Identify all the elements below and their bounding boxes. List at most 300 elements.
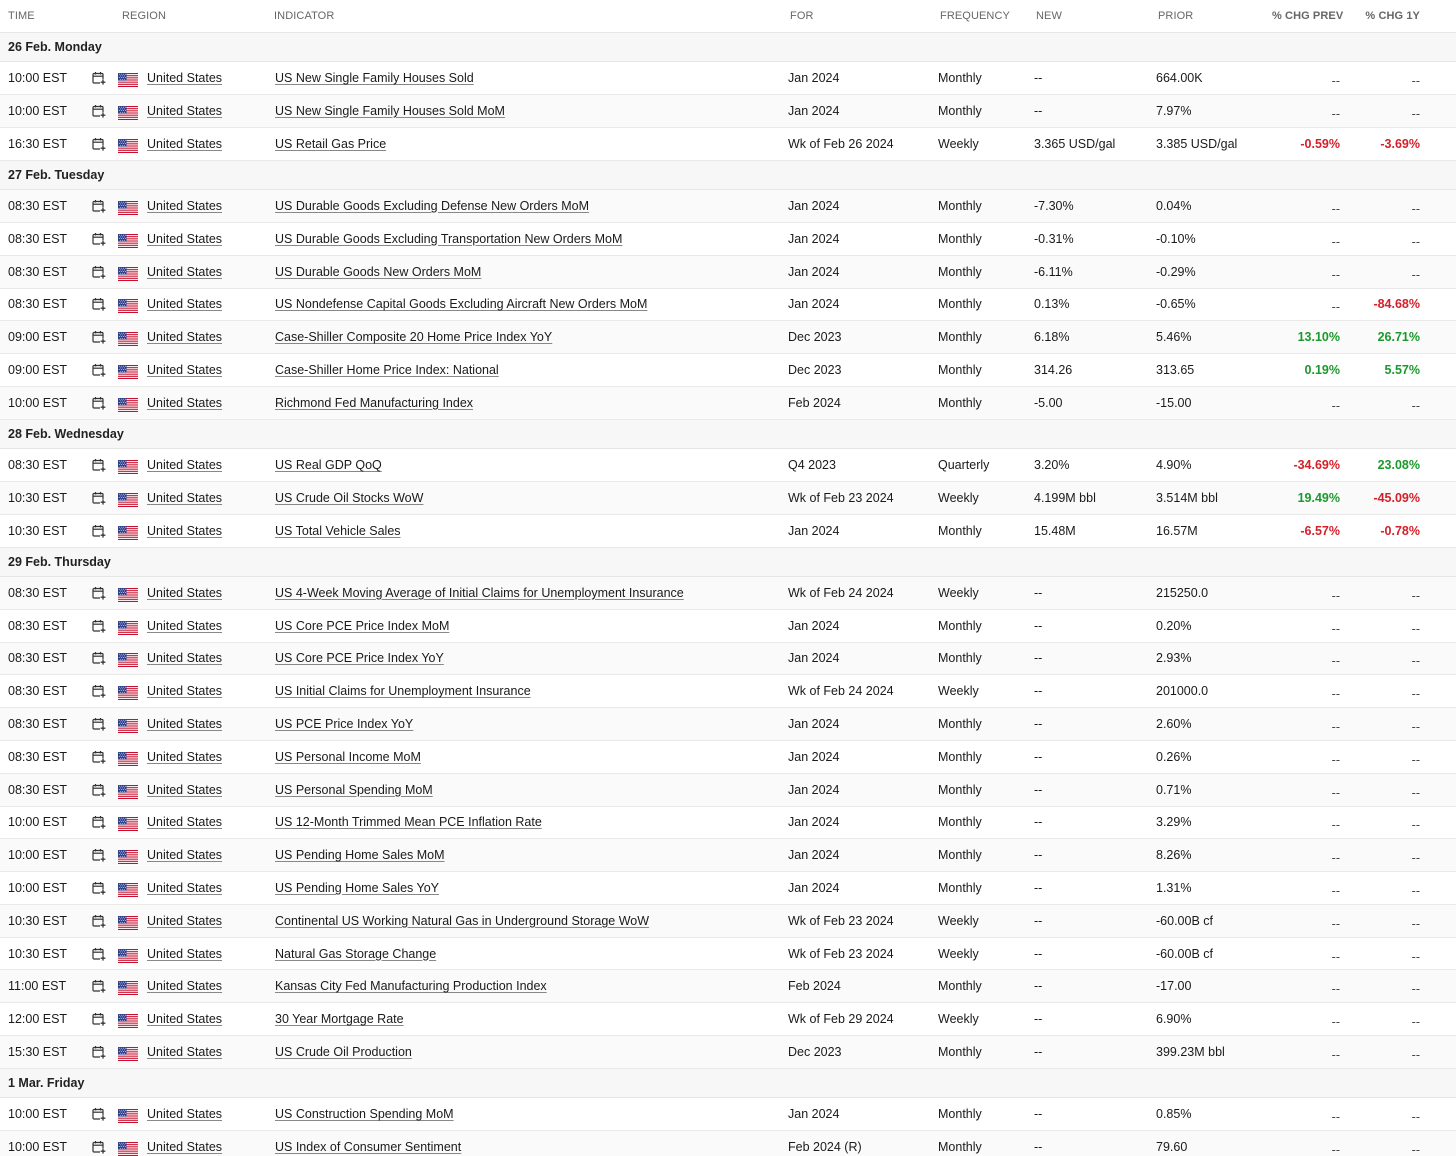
us-flag-icon bbox=[118, 460, 138, 474]
region-cell bbox=[114, 977, 266, 995]
table-row bbox=[0, 741, 1456, 774]
col-header-for: FOR bbox=[790, 10, 814, 22]
indicator-link[interactable]: US Nondefense Capital Goods Excluding Aircraft New Orders MoM bbox=[275, 297, 648, 312]
chg-prev-value: -- bbox=[1331, 1110, 1340, 1125]
add-to-calendar-button[interactable] bbox=[80, 783, 114, 797]
event-time: 10:00 EST bbox=[8, 1139, 68, 1154]
add-to-calendar-button[interactable] bbox=[80, 881, 114, 895]
us-flag-icon bbox=[118, 365, 138, 379]
calendar-add-icon[interactable] bbox=[92, 815, 106, 829]
frequency: Weekly bbox=[938, 490, 979, 505]
chg-1y-value: -- bbox=[1411, 234, 1420, 249]
period-for: Jan 2024 bbox=[788, 651, 840, 666]
day-label: 27 Feb. Tuesday bbox=[8, 167, 105, 182]
table-row bbox=[0, 774, 1456, 807]
region-link[interactable]: United States bbox=[147, 585, 223, 600]
prior-value: 7.97% bbox=[1156, 104, 1192, 119]
day-label: 1 Mar. Friday bbox=[8, 1076, 85, 1091]
region-link[interactable]: United States bbox=[147, 651, 223, 666]
prior-value: 664.00K bbox=[1156, 71, 1203, 86]
frequency: Quarterly bbox=[938, 458, 990, 473]
indicator-link[interactable]: US 4-Week Moving Average of Initial Claims for Unemployment Insurance bbox=[275, 585, 684, 600]
chg-prev-value: 13.10% bbox=[1297, 330, 1340, 345]
region-link[interactable]: United States bbox=[147, 979, 223, 994]
add-to-calendar-button[interactable] bbox=[80, 232, 114, 246]
table-row bbox=[0, 1098, 1456, 1131]
us-flag-icon bbox=[118, 201, 138, 215]
chg-1y-value: -- bbox=[1411, 687, 1420, 702]
calendar-add-icon[interactable] bbox=[92, 71, 106, 85]
calendar-add-icon[interactable] bbox=[92, 651, 106, 665]
chg-prev-value: -- bbox=[1331, 1015, 1340, 1030]
indicator-link[interactable]: US Core PCE Price Index YoY bbox=[275, 651, 444, 666]
prior-value: 0.71% bbox=[1156, 782, 1192, 797]
day-label: 29 Feb. Thursday bbox=[8, 554, 111, 569]
add-to-calendar-button[interactable] bbox=[80, 750, 114, 764]
event-time: 08:30 EST bbox=[8, 458, 68, 473]
period-for: Jan 2024 bbox=[788, 231, 840, 246]
period-for: Wk of Feb 23 2024 bbox=[788, 490, 894, 505]
add-to-calendar-button[interactable] bbox=[80, 396, 114, 410]
col-header-prior: PRIOR bbox=[1158, 10, 1194, 22]
calendar-add-icon[interactable] bbox=[92, 1140, 106, 1154]
table-row bbox=[0, 387, 1456, 420]
period-for: Dec 2023 bbox=[788, 1044, 842, 1059]
event-time: 10:30 EST bbox=[8, 490, 68, 505]
us-flag-icon bbox=[118, 981, 138, 995]
event-time: 08:30 EST bbox=[8, 618, 68, 633]
calendar-add-icon[interactable] bbox=[92, 979, 106, 993]
indicator-link[interactable]: US Index of Consumer Sentiment bbox=[275, 1139, 462, 1154]
period-for: Feb 2024 (R) bbox=[788, 1139, 862, 1154]
region-cell bbox=[114, 748, 266, 766]
us-flag-icon bbox=[118, 234, 138, 248]
table-row bbox=[0, 256, 1456, 289]
calendar-add-icon[interactable] bbox=[92, 232, 106, 246]
indicator-cell bbox=[266, 1045, 782, 1059]
add-to-calendar-button[interactable] bbox=[80, 1045, 114, 1059]
add-to-calendar-button[interactable] bbox=[80, 1140, 114, 1154]
calendar-add-icon[interactable] bbox=[92, 524, 106, 538]
region-link[interactable]: United States bbox=[147, 1012, 223, 1027]
frequency: Monthly bbox=[938, 297, 982, 312]
indicator-cell bbox=[266, 586, 782, 600]
period-for: Wk of Feb 23 2024 bbox=[788, 946, 894, 961]
region-cell bbox=[114, 584, 266, 602]
add-to-calendar-button[interactable] bbox=[80, 1012, 114, 1026]
prior-value: 6.90% bbox=[1156, 1012, 1192, 1027]
frequency: Monthly bbox=[938, 717, 982, 731]
prior-value: 0.20% bbox=[1156, 618, 1192, 633]
region-link[interactable]: United States bbox=[147, 231, 223, 246]
add-to-calendar-button[interactable] bbox=[80, 947, 114, 961]
event-time: 08:30 EST bbox=[8, 199, 68, 214]
add-to-calendar-button[interactable] bbox=[80, 717, 114, 731]
calendar-add-icon[interactable] bbox=[92, 491, 106, 505]
region-cell bbox=[114, 69, 266, 87]
calendar-add-icon[interactable] bbox=[92, 750, 106, 764]
region-cell bbox=[114, 456, 266, 474]
region-link[interactable]: United States bbox=[147, 880, 223, 895]
new-value: -- bbox=[1034, 585, 1043, 600]
table-row bbox=[0, 482, 1456, 515]
chg-prev-value: -- bbox=[1331, 1047, 1340, 1062]
chg-1y-value: -- bbox=[1411, 107, 1420, 122]
event-time: 10:00 EST bbox=[8, 848, 68, 863]
region-link[interactable]: United States bbox=[147, 848, 223, 863]
col-header-new: NEW bbox=[1036, 10, 1062, 22]
frequency: Monthly bbox=[938, 231, 982, 246]
new-value: -- bbox=[1034, 618, 1043, 633]
add-to-calendar-button[interactable] bbox=[80, 71, 114, 85]
day-group-header bbox=[0, 1069, 1456, 1098]
indicator-link[interactable]: US Initial Claims for Unemployment Insurance bbox=[275, 684, 531, 699]
table-row bbox=[0, 95, 1456, 128]
region-link[interactable]: United States bbox=[147, 363, 223, 378]
chg-prev-value: -- bbox=[1331, 851, 1340, 866]
region-link[interactable]: United States bbox=[147, 684, 223, 699]
add-to-calendar-button[interactable] bbox=[80, 524, 114, 538]
region-link[interactable]: United States bbox=[147, 815, 223, 830]
us-flag-icon bbox=[118, 267, 138, 281]
frequency: Weekly bbox=[938, 136, 979, 151]
calendar-add-icon[interactable] bbox=[92, 783, 106, 797]
col-header-frequency: FREQUENCY bbox=[940, 10, 1010, 22]
indicator-link[interactable]: US Construction Spending MoM bbox=[275, 1107, 454, 1122]
add-to-calendar-button[interactable] bbox=[80, 297, 114, 311]
us-flag-icon bbox=[118, 785, 138, 799]
indicator-link[interactable]: Richmond Fed Manufacturing Index bbox=[275, 395, 474, 410]
frequency: Monthly bbox=[938, 815, 982, 830]
indicator-link[interactable]: US PCE Price Index YoY bbox=[275, 717, 414, 731]
event-time: 11:00 EST bbox=[8, 979, 67, 994]
event-time: 08:30 EST bbox=[8, 585, 68, 600]
indicator-link[interactable]: US New Single Family Houses Sold MoM bbox=[275, 104, 505, 119]
indicator-link[interactable]: Natural Gas Storage Change bbox=[275, 946, 437, 961]
prior-value: 1.31% bbox=[1156, 880, 1192, 895]
col-header-region: REGION bbox=[122, 10, 166, 22]
region-link[interactable]: United States bbox=[147, 913, 223, 928]
add-to-calendar-button[interactable] bbox=[80, 199, 114, 213]
indicator-cell bbox=[266, 1140, 782, 1154]
region-cell bbox=[114, 361, 266, 379]
frequency: Monthly bbox=[938, 1044, 982, 1059]
table-row bbox=[0, 577, 1456, 610]
frequency: Weekly bbox=[938, 946, 979, 961]
region-cell bbox=[114, 846, 266, 864]
chg-prev-value: -- bbox=[1331, 785, 1340, 800]
new-value: -- bbox=[1034, 71, 1043, 86]
us-flag-icon bbox=[118, 883, 138, 897]
region-link[interactable]: United States bbox=[147, 458, 223, 473]
frequency: Monthly bbox=[938, 782, 982, 797]
region-link[interactable]: United States bbox=[147, 782, 223, 797]
chg-1y-value: -- bbox=[1411, 949, 1420, 964]
add-to-calendar-button[interactable] bbox=[80, 104, 114, 118]
indicator-link[interactable]: US New Single Family Houses Sold bbox=[275, 71, 474, 86]
indicator-cell bbox=[266, 1012, 782, 1026]
chg-1y-value: -- bbox=[1411, 621, 1420, 636]
indicator-cell bbox=[266, 297, 782, 311]
event-time: 08:30 EST bbox=[8, 231, 68, 246]
us-flag-icon bbox=[118, 916, 138, 930]
region-link[interactable]: United States bbox=[147, 136, 223, 151]
chg-prev-value: 19.49% bbox=[1297, 490, 1340, 505]
region-link[interactable]: United States bbox=[147, 395, 223, 410]
table-row bbox=[0, 807, 1456, 840]
add-to-calendar-button[interactable] bbox=[80, 491, 114, 505]
event-time: 08:30 EST bbox=[8, 651, 68, 666]
period-for: Wk of Feb 29 2024 bbox=[788, 1012, 894, 1027]
indicator-link[interactable]: US Durable Goods Excluding Defense New Orders MoM bbox=[275, 199, 590, 214]
add-to-calendar-button[interactable] bbox=[80, 815, 114, 829]
new-value: -- bbox=[1034, 1012, 1043, 1027]
region-cell bbox=[114, 682, 266, 700]
table-row bbox=[0, 354, 1456, 387]
new-value: -- bbox=[1034, 1107, 1043, 1122]
calendar-add-icon[interactable] bbox=[92, 265, 106, 279]
indicator-link[interactable]: US Crude Oil Production bbox=[275, 1044, 412, 1059]
add-to-calendar-button[interactable] bbox=[80, 684, 114, 698]
add-to-calendar-button[interactable] bbox=[80, 619, 114, 633]
new-value: -- bbox=[1034, 717, 1043, 731]
period-for: Feb 2024 bbox=[788, 979, 841, 994]
region-link[interactable]: United States bbox=[147, 71, 223, 86]
new-value: 3.20% bbox=[1034, 458, 1070, 473]
add-to-calendar-button[interactable] bbox=[80, 979, 114, 993]
frequency: Weekly bbox=[938, 1012, 979, 1027]
indicator-link[interactable]: Kansas City Fed Manufacturing Production Index bbox=[275, 979, 547, 994]
chg-1y-value: -- bbox=[1411, 1142, 1420, 1156]
calendar-add-icon[interactable] bbox=[92, 363, 106, 377]
region-cell bbox=[114, 617, 266, 635]
frequency: Monthly bbox=[938, 1107, 982, 1122]
table-row bbox=[0, 128, 1456, 161]
prior-value: 2.60% bbox=[1156, 717, 1192, 731]
indicator-link[interactable]: US Personal Income MoM bbox=[275, 749, 421, 764]
region-cell bbox=[114, 394, 266, 412]
chg-prev-value: -- bbox=[1331, 982, 1340, 997]
region-link[interactable]: United States bbox=[147, 264, 223, 279]
chg-prev-value: -- bbox=[1331, 818, 1340, 833]
chg-prev-value: -- bbox=[1331, 687, 1340, 702]
indicator-cell bbox=[266, 199, 782, 213]
region-cell bbox=[114, 230, 266, 248]
region-link[interactable]: United States bbox=[147, 749, 223, 764]
indicator-cell bbox=[266, 396, 782, 410]
indicator-link[interactable]: US Pending Home Sales YoY bbox=[275, 880, 439, 895]
calendar-add-icon[interactable] bbox=[92, 619, 106, 633]
indicator-link[interactable]: US Total Vehicle Sales bbox=[275, 523, 401, 538]
prior-value: -0.29% bbox=[1156, 264, 1196, 279]
calendar-add-icon[interactable] bbox=[92, 137, 106, 151]
region-link[interactable]: United States bbox=[147, 297, 223, 312]
region-link[interactable]: United States bbox=[147, 1044, 223, 1059]
calendar-add-icon[interactable] bbox=[92, 396, 106, 410]
chg-prev-value: 0.19% bbox=[1304, 363, 1340, 378]
period-for: Jan 2024 bbox=[788, 749, 840, 764]
event-time: 10:30 EST bbox=[8, 913, 68, 928]
chg-prev-value: -- bbox=[1331, 234, 1340, 249]
frequency: Monthly bbox=[938, 848, 982, 863]
col-header-chg-1y: % CHG 1Y bbox=[1365, 10, 1420, 22]
calendar-add-icon[interactable] bbox=[92, 1012, 106, 1026]
region-link[interactable]: United States bbox=[147, 1139, 223, 1154]
new-value: 6.18% bbox=[1034, 330, 1070, 345]
us-flag-icon bbox=[118, 686, 138, 700]
indicator-cell bbox=[266, 265, 782, 279]
frequency: Monthly bbox=[938, 979, 982, 994]
prior-value: 8.26% bbox=[1156, 848, 1192, 863]
calendar-add-icon[interactable] bbox=[92, 881, 106, 895]
chg-1y-value: -- bbox=[1411, 785, 1420, 800]
calendar-add-icon[interactable] bbox=[92, 684, 106, 698]
prior-value: 3.29% bbox=[1156, 815, 1192, 830]
indicator-cell bbox=[266, 979, 782, 993]
period-for: Feb 2024 bbox=[788, 395, 841, 410]
event-time: 08:30 EST bbox=[8, 264, 68, 279]
frequency: Monthly bbox=[938, 264, 982, 279]
indicator-link[interactable]: US Durable Goods New Orders MoM bbox=[275, 264, 482, 279]
frequency: Monthly bbox=[938, 880, 982, 895]
region-link[interactable]: United States bbox=[147, 717, 223, 731]
event-time: 10:00 EST bbox=[8, 1107, 68, 1122]
period-for: Jan 2024 bbox=[788, 618, 840, 633]
region-link[interactable]: United States bbox=[147, 946, 223, 961]
indicator-link[interactable]: Continental US Working Natural Gas in Underground Storage WoW bbox=[275, 913, 650, 928]
period-for: Jan 2024 bbox=[788, 848, 840, 863]
frequency: Monthly bbox=[938, 395, 982, 410]
new-value: -5.00 bbox=[1034, 395, 1063, 410]
region-link[interactable]: United States bbox=[147, 330, 223, 345]
add-to-calendar-button[interactable] bbox=[80, 848, 114, 862]
us-flag-icon bbox=[118, 493, 138, 507]
prior-value: -60.00B cf bbox=[1156, 946, 1213, 961]
indicator-cell bbox=[266, 363, 782, 377]
calendar-add-icon[interactable] bbox=[92, 330, 106, 344]
add-to-calendar-button[interactable] bbox=[80, 330, 114, 344]
indicator-link[interactable]: US Real GDP QoQ bbox=[275, 458, 382, 473]
region-link[interactable]: United States bbox=[147, 104, 223, 119]
region-cell bbox=[114, 328, 266, 346]
us-flag-icon bbox=[118, 850, 138, 864]
calendar-add-icon[interactable] bbox=[92, 1107, 106, 1121]
calendar-add-icon[interactable] bbox=[92, 104, 106, 118]
region-link[interactable]: United States bbox=[147, 199, 223, 214]
chg-1y-value: -- bbox=[1411, 883, 1420, 898]
event-time: 08:30 EST bbox=[8, 684, 68, 699]
prior-value: 215250.0 bbox=[1156, 585, 1209, 600]
add-to-calendar-button[interactable] bbox=[80, 586, 114, 600]
new-value: -- bbox=[1034, 815, 1043, 830]
indicator-link[interactable]: US Retail Gas Price bbox=[275, 136, 387, 151]
chg-1y-value: -- bbox=[1411, 267, 1420, 282]
indicator-link[interactable]: US 12-Month Trimmed Mean PCE Inflation Rate bbox=[275, 815, 542, 830]
indicator-link[interactable]: US Crude Oil Stocks WoW bbox=[275, 490, 424, 505]
new-value: -- bbox=[1034, 749, 1043, 764]
table-row bbox=[0, 321, 1456, 354]
chg-prev-value: -- bbox=[1331, 300, 1340, 315]
event-time: 12:00 EST bbox=[8, 1012, 68, 1027]
us-flag-icon bbox=[118, 526, 138, 540]
period-for: Dec 2023 bbox=[788, 363, 842, 378]
indicator-cell bbox=[266, 1107, 782, 1121]
add-to-calendar-button[interactable] bbox=[80, 1107, 114, 1121]
indicator-link[interactable]: 30 Year Mortgage Rate bbox=[275, 1012, 404, 1027]
calendar-add-icon[interactable] bbox=[92, 717, 106, 731]
add-to-calendar-button[interactable] bbox=[80, 458, 114, 472]
calendar-add-icon[interactable] bbox=[92, 1045, 106, 1059]
period-for: Jan 2024 bbox=[788, 297, 840, 312]
indicator-link[interactable]: Case-Shiller Home Price Index: National bbox=[275, 363, 499, 378]
period-for: Q4 2023 bbox=[788, 458, 836, 473]
indicator-link[interactable]: US Durable Goods Excluding Transportation New Orders MoM bbox=[275, 231, 623, 246]
us-flag-icon bbox=[118, 588, 138, 602]
period-for: Jan 2024 bbox=[788, 199, 840, 214]
indicator-link[interactable]: US Personal Spending MoM bbox=[275, 782, 433, 797]
add-to-calendar-button[interactable] bbox=[80, 137, 114, 151]
new-value: -- bbox=[1034, 782, 1043, 797]
table-row bbox=[0, 839, 1456, 872]
calendar-add-icon[interactable] bbox=[92, 458, 106, 472]
add-to-calendar-button[interactable] bbox=[80, 363, 114, 377]
new-value: 314.26 bbox=[1034, 363, 1073, 378]
chg-prev-value: -- bbox=[1331, 588, 1340, 603]
calendar-add-icon[interactable] bbox=[92, 848, 106, 862]
indicator-link[interactable]: US Core PCE Price Index MoM bbox=[275, 618, 450, 633]
prior-value: 0.26% bbox=[1156, 749, 1192, 764]
chg-1y-value: -- bbox=[1411, 1110, 1420, 1125]
us-flag-icon bbox=[118, 949, 138, 963]
event-time: 08:30 EST bbox=[8, 749, 68, 764]
chg-1y-value: 5.57% bbox=[1384, 363, 1420, 378]
prior-value: 2.93% bbox=[1156, 651, 1192, 666]
calendar-add-icon[interactable] bbox=[92, 586, 106, 600]
chg-1y-value: -- bbox=[1411, 916, 1420, 931]
region-link[interactable]: United States bbox=[147, 490, 223, 505]
add-to-calendar-button[interactable] bbox=[80, 651, 114, 665]
table-row bbox=[0, 938, 1456, 971]
new-value: -7.30% bbox=[1034, 199, 1074, 214]
add-to-calendar-button[interactable] bbox=[80, 265, 114, 279]
prior-value: 399.23M bbl bbox=[1156, 1044, 1225, 1059]
region-cell bbox=[114, 1010, 266, 1028]
region-link[interactable]: United States bbox=[147, 523, 223, 538]
prior-value: -0.10% bbox=[1156, 231, 1196, 246]
indicator-cell bbox=[266, 881, 782, 895]
calendar-add-icon[interactable] bbox=[92, 947, 106, 961]
region-cell bbox=[114, 912, 266, 930]
table-row bbox=[0, 970, 1456, 1003]
add-to-calendar-button[interactable] bbox=[80, 914, 114, 928]
calendar-add-icon[interactable] bbox=[92, 914, 106, 928]
us-flag-icon bbox=[118, 73, 138, 87]
indicator-link[interactable]: US Pending Home Sales MoM bbox=[275, 848, 445, 863]
table-row bbox=[0, 643, 1456, 676]
region-link[interactable]: United States bbox=[147, 1107, 223, 1122]
event-time: 10:30 EST bbox=[8, 523, 68, 538]
us-flag-icon bbox=[118, 1109, 138, 1123]
day-group-header bbox=[0, 420, 1456, 449]
prior-value: 201000.0 bbox=[1156, 684, 1209, 699]
calendar-add-icon[interactable] bbox=[92, 297, 106, 311]
region-link[interactable]: United States bbox=[147, 618, 223, 633]
new-value: -- bbox=[1034, 684, 1043, 699]
event-time: 09:00 EST bbox=[8, 330, 68, 345]
indicator-link[interactable]: Case-Shiller Composite 20 Home Price Index YoY bbox=[275, 330, 553, 345]
us-flag-icon bbox=[118, 719, 138, 733]
calendar-add-icon[interactable] bbox=[92, 199, 106, 213]
